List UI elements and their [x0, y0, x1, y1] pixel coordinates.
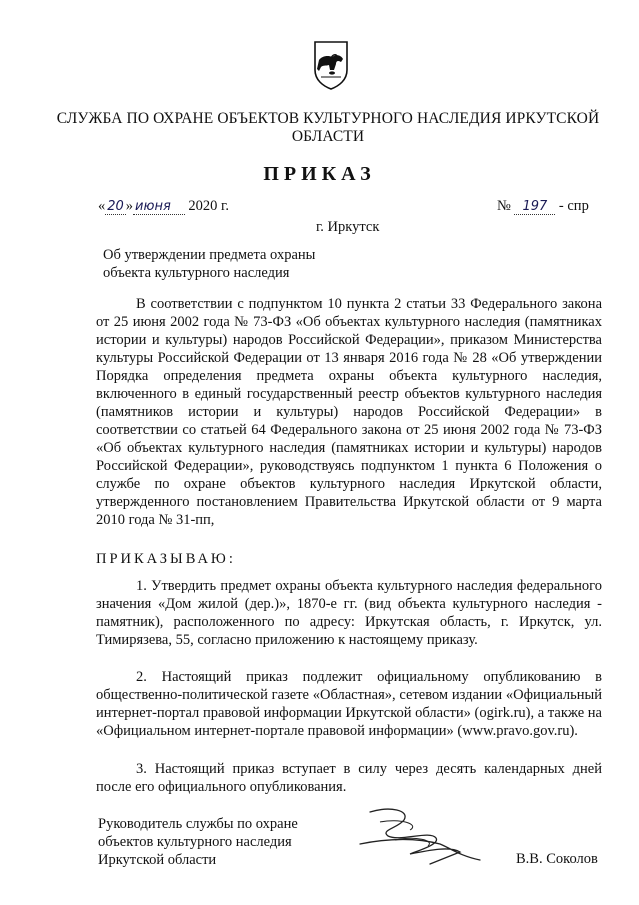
order-item-1: 1. Утвердить предмет охраны объекта культурного наследия федерального значения «Дом жилой (дер.)», 1870-е гг. (вид объекта культурного наследия - памятник), расположенного по адресу: Иркутская область, г. Иркутск, ул. Тимирязева, 55, согласно приложению к настоящему приказу.	[96, 578, 602, 648]
position-line-3: Иркутской области	[98, 852, 217, 868]
order-directive-word: ПРИКАЗЫВАЮ:	[96, 551, 236, 567]
position-line-2: объектов культурного наследия	[98, 834, 292, 850]
organization-name: СЛУЖБА ПО ОХРАНЕ ОБЪЕКТОВ КУЛЬТУРНОГО НАСЛЕДИЯ ИРКУТСКОЙ ОБЛАСТИ	[56, 110, 600, 145]
order-subject: Об утверждении предмета охраны объекта культурного наследия	[103, 247, 316, 281]
document-date	[98, 198, 229, 215]
number-sign: №	[497, 198, 511, 214]
date-quote-open: «	[98, 198, 106, 214]
irkutsk-coat-of-arms-icon	[301, 40, 361, 90]
date-quote-close: »	[125, 198, 134, 214]
handwritten-signature	[340, 800, 490, 870]
preamble-paragraph: В соответствии с подпунктом 10 пункта 2 статьи 33 Федерального закона от 25 июня 2002 года № 73-ФЗ «Об объектах культурного наследия (памятниках истории и культуры) народов Российской Федерации», приказом Министерства культуры Российской Федерации от 13 января 2016 года № 28 «Об утверждении Порядка определения предмета охраны объекта культурного наследия, включенного в единый государственный реестр объектов культурного наследия (памятников истории и культуры) народов Российской Федерации» в соответствии со статьей 64 Федерального закона от 25 июня 2002 года № 73-ФЗ «Об объектах культурного наследия (памятниках истории и культуры) народов Российской Федерации», руководствуясь подпунктом 1 пункта 6 Положения о службе по охране объектов культурного наследия Иркутской области, утвержденного постановлением Правительства Иркутской области от 9 марта 2010 года № 31-пп,	[96, 296, 602, 528]
handwritten-number: 197	[514, 199, 555, 215]
handwritten-month: июня	[133, 199, 185, 215]
document-type-title: ПРИКАЗ	[263, 163, 376, 185]
city: г. Иркутск	[316, 219, 380, 235]
order-item-2: 2. Настоящий приказ подлежит официальному опубликованию в общественно-политической газете «Областная», сетевом издании «Официальный интернет-портал правовой информации Иркутской области» (ogirk.ru), а также на «Официальном интернет-портале правовой информации» (www.pravo.gov.ru).	[96, 669, 602, 739]
number-suffix: - спр	[558, 198, 589, 214]
position-line-1: Руководитель службы по охране	[98, 816, 298, 832]
document-number	[497, 198, 589, 215]
date-year: 2020 г.	[188, 198, 229, 214]
signatory-position	[98, 815, 328, 869]
order-item-3: 3. Настоящий приказ вступает в силу через десять календарных дней после его официального опубликования.	[96, 761, 602, 795]
signatory-name: В.В. Соколов	[516, 851, 598, 867]
handwritten-day: 20	[107, 199, 124, 214]
